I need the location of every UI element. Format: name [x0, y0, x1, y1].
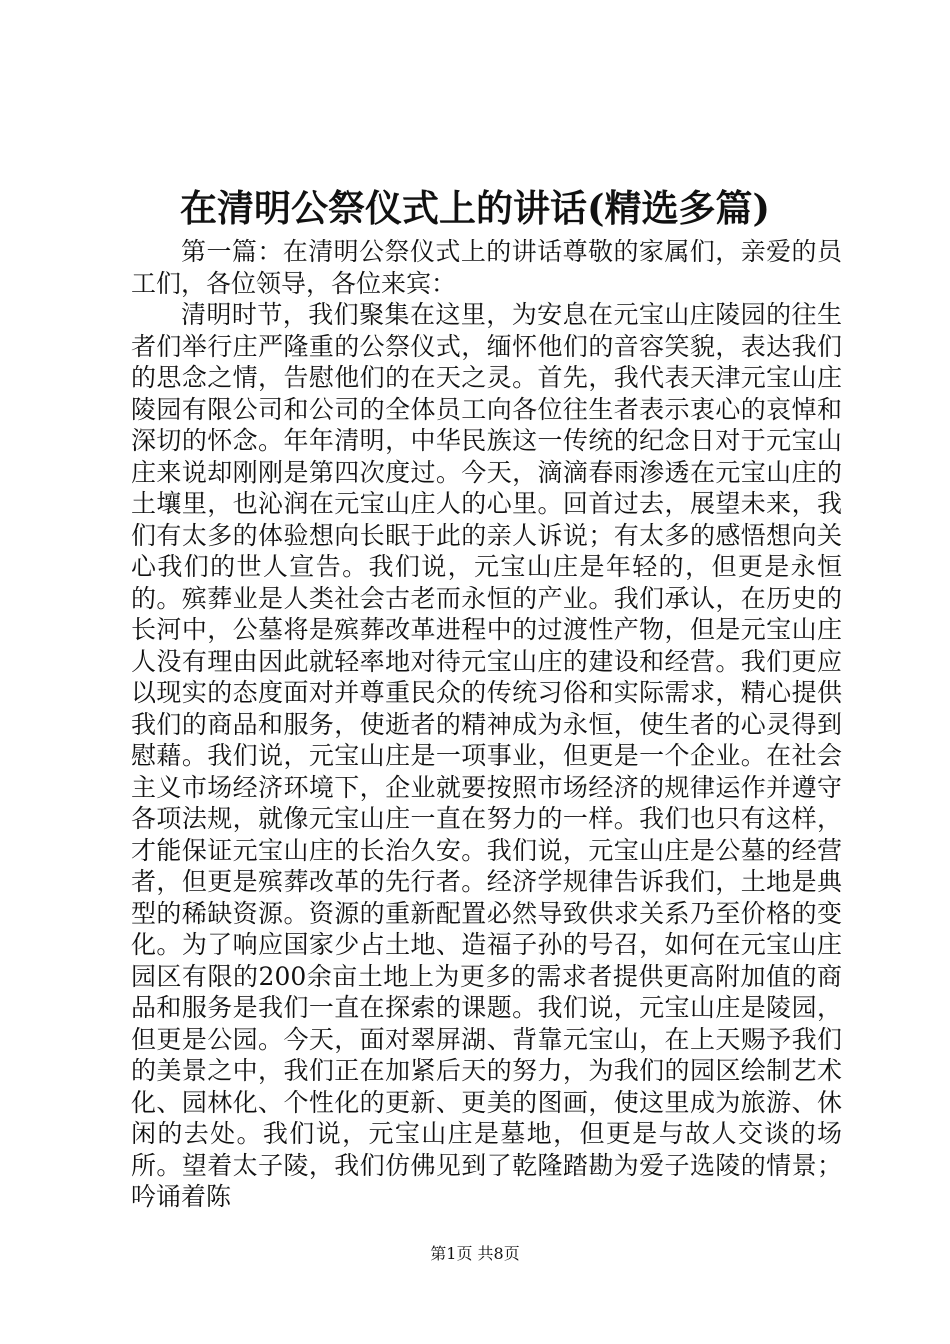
document-title: 在清明公祭仪式上的讲话(精选多篇) — [179, 186, 770, 230]
document-body — [131, 236, 842, 1213]
paragraph-heading: 第一篇：在清明公祭仪式上的讲话尊敬的家属们，亲爱的员工们，各位领导，各位来宾： — [131, 237, 842, 298]
paragraph-speech: 清明时节，我们聚集在这里，为安息在元宝山庄陵园的往生者们举行庄严隆重的公祭仪式，缅怀他们的音容笑貌，表达我们的思念之情，告慰他们的在天之灵。首先，我代表天津元宝山庄陵园有限公司和公司的全体员工向各位往生者表示衷心的哀悼和深切的怀念。年年清明，中华民族这一传统的纪念日对于元宝山庄来说却刚刚是第四次度过。今天，滴滴春雨渗透在元宝山庄的土壤里，也沁润在元宝山庄人的心里。回首过去，展望未来，我们有太多的体验想向长眠于此的亲人诉说；有太多的感悟想向关心我们的世人宣告。我们说，元宝山庄是年轻的，但更是永恒的。殡葬业是人类社会古老而永恒的产业。我们承认，在历史的长河中，公墓将是殡葬改革进程中的过渡性产物，但是元宝山庄人没有理由因此就轻率地对待元宝山庄的建设和经营。我们更应以现实的态度面对并尊重民众的传统习俗和实际需求，精心提供我们的商品和服务，使逝者的精神成为永恒，使生者的心灵得到慰藉。我们说，元宝山庄是一项事业，但更是一个企业。在社会主义市场经济环境下，企业就要按照市场经济的规律运作并遵守各项法规，就像元宝山庄一直在努力的一样。我们也只有这样，才能保证元宝山庄的长治久安。我们说，元宝山庄是公墓的经营者，但更是殡葬改革的先行者。经济学规律告诉我们，土地是典型的稀缺资源。资源的重新配置必然导致供求关系乃至价格的变化。为了响应国家少占土地、造福子孙的号召，如何在元宝山庄园区有限的200余亩土地上为更多的需求者提供更高附加值的商品和服务是我们一直在探索的课题。我们说，元宝山庄是陵园，但更是公园。今天，面对翠屏湖、背靠元宝山，在上天赐予我们的美景之中，我们正在加紧后天的努力，为我们的园区绘制艺术化、园林化、个性化的更新、更美的图画，使这里成为旅游、休闲的去处。我们说，元宝山庄是墓地，但更是与故人交谈的场所。望着太子陵，我们仿佛见到了乾隆踏勘为爱子选陵的情景；吟诵着陈 — [131, 300, 842, 1211]
page-number-footer: 第1页 共8页 — [430, 1244, 520, 1263]
